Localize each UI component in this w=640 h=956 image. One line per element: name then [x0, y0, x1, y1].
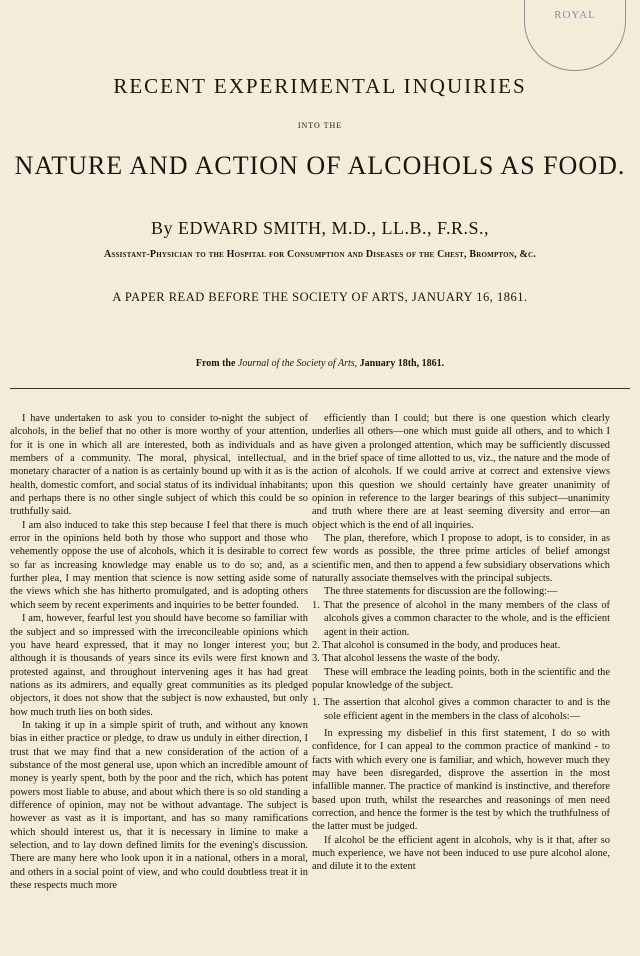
source-date: January 18th, 1861. [359, 358, 445, 369]
title-line-2: NATURE AND ACTION OF ALCOHOLS AS FOOD. [14, 151, 626, 180]
paragraph: I am, however, fearful lest you should have become so familiar with the subject and so impressed with the irreconcileable opinions which you have heard expressed, that it may no longer interest you; but although it is thousands of years since its evils were first known and protested against, and throughout intervening ages it has had great nations as its admirers, and equally great communities as its pledged objectors, it does not show that the subject is now exhausted, but only how much truth lies on both sides. [10, 613, 308, 718]
left-column [10, 412, 308, 952]
list-item: 2. That alcohol is consumed in the body, and produces heat. [312, 639, 561, 651]
paragraph: I am also induced to take this step because I feel that there is much error in the opinions held both by those who support and those who vehemently oppose the use of alcohols, which it is desirable to correct so far as increasing knowledge may enable us to do so; and, as a further plea, I may mention that science is now setting aside some of the views which she has hitherto promulgated, and is adopting others which seem by recent experiments and inquiries to be better founded. [10, 519, 308, 611]
paragraph: The plan, therefore, which I propose to adopt, is to consider, in as few words as possible, the three prime articles of belief amongst scientific men, and then to append a few subsidiary observations which naturally associate themselves with the principal subjects. [312, 533, 610, 585]
paragraph: In expressing my disbelief in this first statement, I do so with confidence, for I can appeal to the common practice of mankind - to facts with which every one is familiar, and which, however much they may have been disregarded, disprove the assertion in the most infallible manner. The practice of mankind is instinctive, and therefore based upon truth, whilst the researches and reasonings of men need correction, and hence the former is the test by which the truthfulness of the latter must be judged. [312, 727, 610, 833]
stamp-text: ROYAL [554, 9, 596, 21]
author-line: By EDWARD SMITH, M.D., LL.B., F.R.S., [150, 218, 490, 238]
paragraph: efficiently than I could; but there is one question which clearly underlies all others—one which must guide all others, and to which I have given a prolonged attention, which may be sufficiently discussed in the brief space of time allotted to us, viz., the nature and the mode of action of alcohols. If we could arrive at correct and extensive views upon this question we should certainly have greater unanimity of opinion in reference to the larger bearings of this subject—unanimity and truth where there are at least seeming diversity and error—an object which is the end of all inquiries. [312, 413, 610, 531]
paragraph: In taking it up in a simple spirit of truth, and without any known bias in either practice or pledge, to draw us unduly in either direction, I trust that we may find that a new consideration of the action of a substance of the most general use, upon which an incredible amount of money is yearly spent, both by the poor and the rich, which has potent powers most liable to abuse, and about which there is so old standing a difference of opinion, may not be without advantage. The subject is however as vast as it is important, and has so many ramifications which should interest us, that it is necessary in limine to make a selection, and to lay down defined limits for the evening's discussion. There are many here who look upon it in a national, others in a moral, and others in a social point of view, and who could doubtless treat it in these respects much more [10, 719, 308, 892]
section-heading: 1. The assertion that alcohol gives a common character to and is the sole efficient agent in the members in the class of alcohols:— [312, 697, 610, 722]
paragraph: I have undertaken to ask you to consider to-night the subject of alcohols, in the belief that no other is more worthy of your attention, for it is one in which all are interested, both as individuals and as members of a community. The moral, physical, intellectual, and monetary character of a nation is as certainly bound up with it as is the health, domestic comfort, and social status of its individual inhabitants; and perhaps there is no other single subject of which this could be so truthfully said. [10, 413, 308, 518]
read-note: A PAPER READ BEFORE THE SOCIETY OF ARTS, JANUARY 16, 1861. [112, 290, 528, 304]
paragraph: The three statements for discussion are the following:— [324, 586, 558, 598]
library-stamp [524, 0, 626, 71]
statement-list [312, 599, 610, 666]
right-column [312, 412, 610, 952]
source-journal: Journal of the Society of Arts, [237, 358, 358, 369]
author-affiliation: Assistant-Physician to the Hospital for Consumption and Diseases of the Chest, Brompton, &c. [104, 249, 536, 260]
paragraph: These will embrace the leading points, both in the scientific and the popular knowledge of the subject. [312, 666, 610, 691]
header-divider [10, 388, 630, 389]
list-item: 3. That alcohol lessens the waste of the body. [312, 653, 500, 665]
source-prefix: From the [195, 358, 236, 369]
list-item: 1. That the presence of alcohol in the many members of the class of alcohols gives a common character to the whole, and is the efficient agent in their action. [312, 599, 610, 638]
source-citation [0, 358, 640, 369]
title-connector: INTO THE [297, 121, 343, 130]
paragraph: If alcohol be the efficient agent in alcohols, why is it that, after so much experience, we have not been induced to use pure alcohol alone, and dilute it to the extent [312, 834, 610, 873]
title-line-1: RECENT EXPERIMENTAL INQUIRIES [113, 74, 527, 98]
